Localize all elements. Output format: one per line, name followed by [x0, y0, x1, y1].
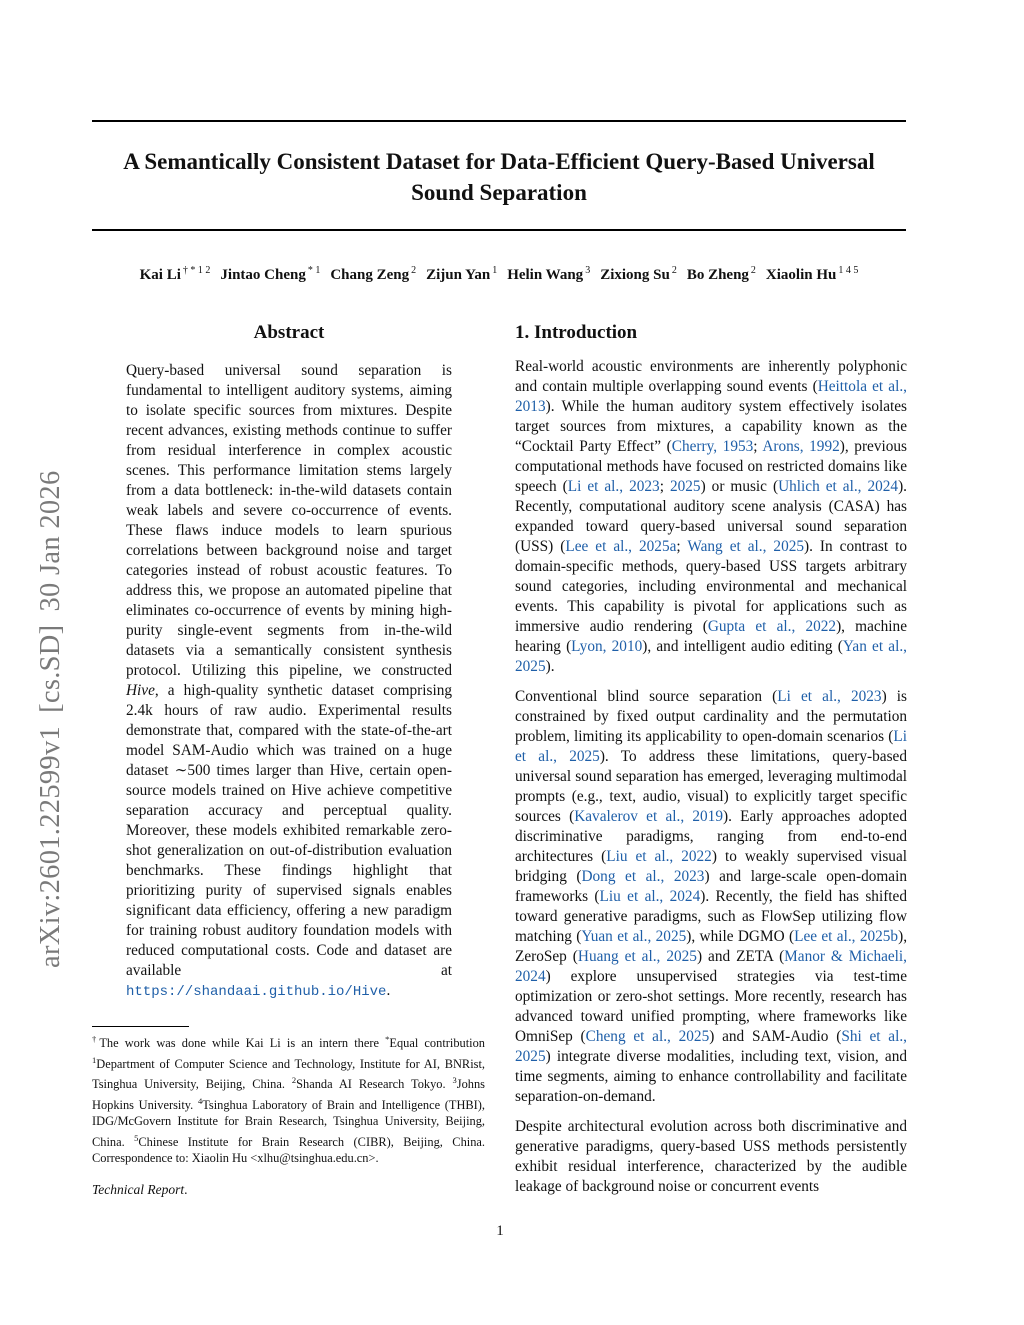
author-name: Bo Zheng $^2$	[686, 265, 756, 283]
author-name: Helin Wang $^3$	[507, 265, 591, 283]
citation-link[interactable]: Gupta et al., 2022	[707, 618, 837, 635]
author-name: Zixiong Su $^2$	[600, 265, 677, 283]
footnote-mark: 4	[197, 1095, 203, 1106]
citation-link[interactable]: Heittola et al., 2013	[515, 378, 907, 415]
author-affiliation-marks: 2	[411, 265, 417, 276]
citation-link[interactable]: Liu et al., 2022	[606, 848, 712, 865]
citation-link[interactable]: Lee et al., 2025a	[565, 538, 677, 555]
citation-link[interactable]: Manor & Michaeli, 2024	[515, 948, 907, 985]
intro-text: ) and SAM-Audio (	[709, 1028, 842, 1045]
author-name: Xiaolin Hu $^{1 4 5}$	[765, 265, 859, 283]
abstract-text-1: Query-based universal sound separation is fundamental to intelligent auditory systems, aiming to isolate specific sources from mixtures. Despite recent advances, existing methods continue to suffer from residual interference in complex acoustic scenes. This performance limitation stems largely from a data bottleneck: in-the-wild datasets contain weak labels and severe co-occurrence of events. These flaws induce models to learn spurious correlations between background noise and target categories instead of robust acoustic features. To address this, we propose an automated pipeline that eliminates co-occurrence of events by mining high-purity single-event segments from in-the-wild datasets via a semantically consistent synthesis protocol. Utilizing this pipeline, we constructed	[126, 362, 452, 679]
intro-text: ;	[659, 478, 670, 495]
intro-text: ), machine hearing (	[515, 618, 907, 655]
intro-text: ).	[545, 658, 555, 675]
intro-text: ) explore unsupervised strategies via test-time optimization or zero-shot settings. More recently, research has advanced toward unified prompting, where frameworks like OmniSep (	[515, 968, 907, 1045]
author-affiliation-marks: 2	[750, 265, 756, 276]
intro-text: ;	[753, 438, 763, 455]
intro-text: ;	[676, 538, 688, 555]
citation-link[interactable]: Shi et al., 2025	[515, 1028, 907, 1065]
top-rule	[92, 120, 906, 122]
citation-link[interactable]: Kavalerov et al., 2019	[574, 808, 723, 825]
citation-link[interactable]: Li et al., 2025	[515, 728, 907, 765]
intro-paragraph-1	[515, 357, 907, 677]
author-name: Zijun Yan $^1$	[426, 265, 498, 283]
intro-text: ), ZeroSep (	[515, 928, 908, 965]
citation-link[interactable]: Uhlich et al., 2024	[778, 478, 899, 495]
intro-text: ). Recently, the field has shifted toward generative paradigms, such as FlowSep utilizing flow matching (	[515, 888, 907, 945]
footnote-text: The work was done while Kai Li is an intern there	[99, 1036, 386, 1051]
footnote-rule	[92, 1026, 189, 1027]
arxiv-date: 30 Jan 2026	[35, 470, 66, 612]
citation-link[interactable]: Dong et al., 2023	[581, 868, 705, 885]
citation-link[interactable]: Li et al., 2023	[567, 478, 660, 495]
citation-link[interactable]: Arons, 1992	[762, 438, 840, 455]
author-affiliation-marks: * 1	[307, 265, 321, 276]
footnote-mark: 3	[452, 1075, 457, 1086]
report-label-end: .	[184, 1182, 188, 1197]
author-name: Kai Li $^{\dagger * 1 2}$	[139, 265, 211, 283]
intro-text: ), while DGMO (	[686, 928, 795, 945]
footnote-text: Department of Computer Science and Technology, Institute for AI, BNRist, Tsinghua University, Beijing, China.	[92, 1056, 485, 1092]
paper-title: A Semantically Consistent Dataset for Data-Efficient Query-Based Universal Sound Separation	[123, 149, 875, 205]
citation-link[interactable]: Yan et al., 2025	[515, 638, 907, 675]
citation-link[interactable]: Li et al., 2023	[777, 688, 882, 705]
footnote-text: Tsinghua Laboratory of Brain and Intelligence (THBI), IDG/McGovern Institute for Brain Research, Tsinghua University, Beijing, China.	[92, 1097, 486, 1149]
intro-text: ) or music (	[700, 478, 779, 495]
intro-text: ). Early approaches adopted discriminative paradigms, ranging from end-to-end architectures (	[515, 808, 907, 865]
footnote-mark: 1	[92, 1054, 97, 1065]
code-link[interactable]: https://shandaai.github.io/Hive	[126, 984, 387, 1000]
author-name: Jintao Cheng $^{* 1}$	[220, 265, 321, 283]
arxiv-sidebar	[36, 457, 66, 968]
author-affiliation-marks: 2	[671, 265, 677, 276]
footnote-mark: *	[385, 1034, 390, 1044]
intro-text: ) to weakly supervised visual bridging (	[515, 848, 907, 885]
abstract-text-2: , a high-quality synthetic dataset comprising 2.4k hours of raw audio. Experimental results demonstrate that, compared with the state-of-the-art model SAM-Audio which was trained on a huge dataset ∼500 times larger than Hive, certain open-source models trained on Hive achieve competitive separation accuracy and perceptual quality. Moreover, these models exhibited remarkable zero-shot generalization on out-of-distribution evaluation benchmarks. These findings highlight that prioritizing purity of supervised signals enables significant data efficiency, offering a new paradigm for training robust auditory foundation models with reduced computational costs. Code and dataset are available at	[126, 682, 452, 979]
intro-text: ). Recently, computational auditory scene analysis (CASA) has expanded toward query-based universal sound separation (USS) (	[515, 478, 907, 555]
footnote-mark: †	[92, 1034, 100, 1044]
intro-text: ). To address these limitations, query-based universal sound separation has emerged, leveraging multimodal prompts (e.g., text, audio, visual) to explicitly target specific sources (	[515, 748, 907, 825]
page-number: 1	[496, 1223, 504, 1239]
abstract-body	[126, 361, 452, 1002]
intro-text: ). While the human auditory system effectively isolates target sources from mixtures, a capability known as the “Cocktail Party Effect” (	[515, 398, 907, 455]
arxiv-category: [cs.SD]	[35, 624, 66, 713]
citation-link[interactable]: Wang et al., 2025	[687, 538, 805, 555]
report-label	[92, 1182, 188, 1198]
intro-text: ), previous computational methods have focused on restricted domains like speech (	[515, 438, 907, 495]
intro-text: Conventional blind source separation (	[515, 688, 778, 705]
report-label-text: Technical Report	[92, 1182, 185, 1197]
citation-link[interactable]: 2025	[669, 478, 701, 495]
hive-name: Hive	[126, 682, 155, 699]
arxiv-id[interactable]: arXiv:2601.22599v1	[35, 725, 66, 968]
author-affiliation-marks: 3	[585, 265, 591, 276]
abstract-end: .	[386, 982, 391, 999]
intro-text: ) and ZETA (	[696, 948, 785, 965]
intro-heading: 1. Introduction	[515, 322, 638, 343]
intro-text: ) is constrained by fixed output cardinality and the permutation problem, limiting its applicability to open-domain scenarios (	[515, 688, 908, 745]
author-name: Chang Zeng $^2$	[330, 265, 417, 283]
intro-text: Real-world acoustic environments are inherently polyphonic and contain multiple overlapping sound events (	[515, 358, 907, 395]
author-list	[92, 265, 906, 284]
intro-body	[515, 357, 907, 1207]
footnote-text: Equal contribution	[389, 1036, 485, 1051]
author-affiliation-marks: 1	[492, 265, 498, 276]
citation-link[interactable]: Cherry, 1953	[671, 438, 754, 455]
citation-link[interactable]: Lyon, 2010	[571, 638, 643, 655]
intro-paragraph-2	[515, 687, 907, 1107]
citation-link[interactable]: Yuan et al., 2025	[581, 928, 687, 945]
footnote-text: Shanda AI Research Tokyo.	[296, 1077, 453, 1092]
footnote-text: Chinese Institute for Brain Research (CIBR), Beijing, China. Correspondence to: Xiaolin Hu <xlhu@tsinghua.edu.cn>.	[92, 1134, 486, 1166]
citation-link[interactable]: Lee et al., 2025b	[794, 928, 899, 945]
footnote-mark: 2	[291, 1075, 297, 1086]
footnote-text: Johns Hopkins University.	[92, 1077, 485, 1112]
bottom-title-rule	[92, 229, 906, 231]
intro-text: ), and intelligent audio editing (	[642, 638, 843, 655]
citation-link[interactable]: Cheng et al., 2025	[585, 1028, 710, 1045]
author-affiliation-marks: 1 4 5	[838, 265, 859, 276]
intro-text: ). In contrast to domain-specific methods, query-based USS targets arbitrary sound categories, including environmental and mechanical events. This capability is pivotal for applications such as immersive audio rendering (	[515, 538, 907, 635]
footnote-mark: 5	[134, 1132, 139, 1143]
footnote	[92, 1031, 485, 1166]
author-affiliation-marks: † * 1 2	[182, 265, 211, 276]
abstract-heading: Abstract	[253, 322, 325, 343]
intro-text: ) and large-scale open-domain frameworks (	[515, 868, 907, 905]
intro-paragraph-3: Despite architectural evolution across both discriminative and generative paradigms, query-based USS methods persistently exhibit residual interference, characterized by the audible leakage of background noise or concurrent events	[515, 1118, 907, 1195]
citation-link[interactable]: Liu et al., 2024	[599, 888, 701, 905]
citation-link[interactable]: Huang et al., 2025	[577, 948, 697, 965]
intro-text: ) integrate diverse modalities, including text, vision, and time segments, aiming to enhance controllability and facilitate separation-on-demand.	[515, 1048, 907, 1105]
